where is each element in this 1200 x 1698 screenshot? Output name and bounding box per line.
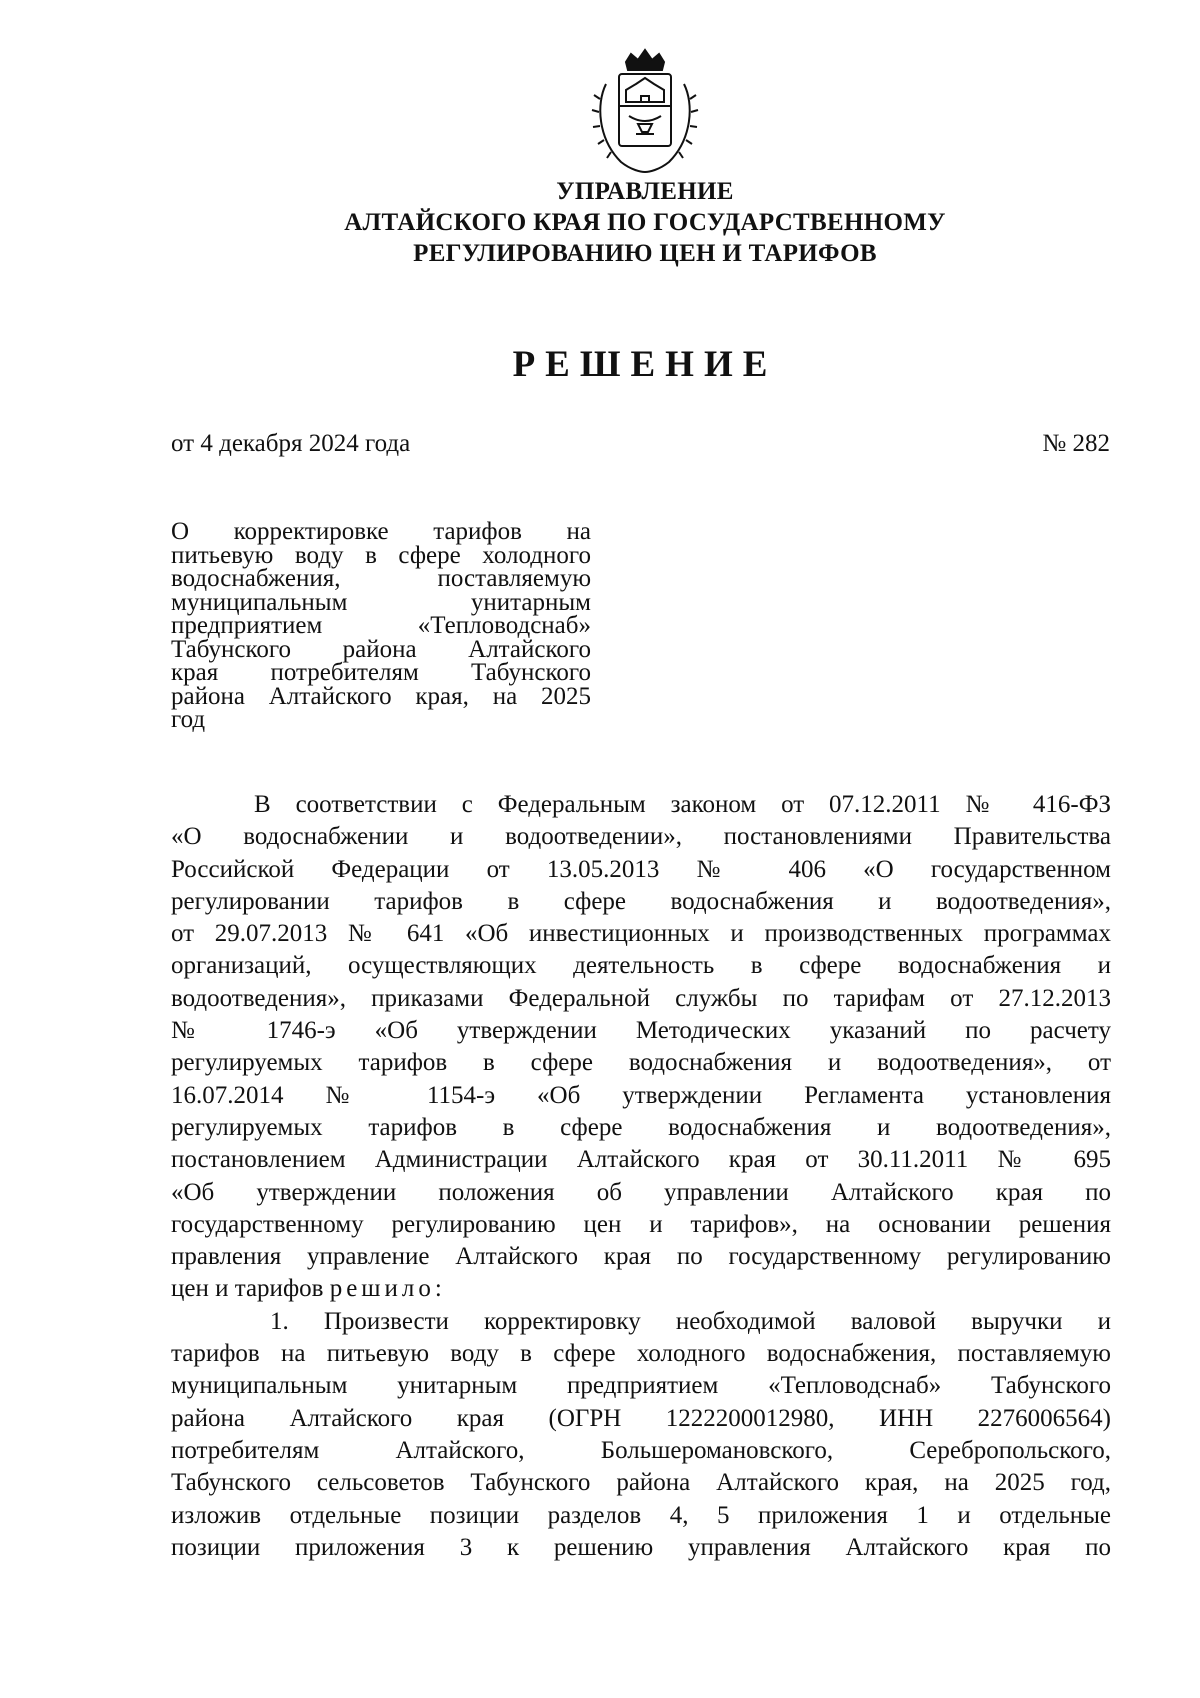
body-line: от 29.07.2013 № 641 «Об инвестиционных и производственных программах: [171, 920, 1111, 948]
body-line: 16.07.2014 № 1154-э «Об утверждении Регламента установления: [171, 1081, 1111, 1109]
subject-line: питьевую воду в сфере холодного: [171, 541, 591, 569]
authority-line-3: РЕГУЛИРОВАНИЮ ЦЕН И ТАРИФОВ: [413, 240, 877, 267]
subject-line: предприятием «Тепловодснаб»: [171, 612, 591, 639]
subject-line: О корректировке тарифов на: [171, 518, 591, 545]
body-line: регулируемых тарифов в сфере водоснабжения и водоотведения»,: [171, 1113, 1111, 1141]
body-line: № 1746-э «Об утверждении Методических указаний по расчету: [171, 1017, 1111, 1045]
body-line: В соответствии с Федеральным законом от 07.12.2011 № 416-ФЗ: [254, 791, 1111, 818]
body-line: «О водоснабжении и водоотведении», постановлениями Правительства: [171, 823, 1111, 851]
body-line: позиции приложения 3 к решению управления Алтайского края по: [171, 1533, 1111, 1561]
altai-krai-coat-of-arms-emblem: [586, 44, 704, 176]
body-line: постановлением Администрации Алтайского края от 30.11.2011 № 695: [171, 1146, 1111, 1174]
body-line: организаций, осуществляющих деятельность в сфере водоснабжения и: [171, 952, 1111, 980]
subject-line: водоснабжения, поставляемую: [171, 565, 591, 592]
document-date: от 4 декабря 2024 года: [171, 430, 411, 457]
document-body: [171, 789, 1111, 1564]
issuing-authority-header: [200, 176, 1090, 269]
body-line: Российской Федерации от 13.05.2013 № 406 «О государственном: [171, 855, 1111, 883]
authority-line-2: АЛТАЙСКОГО КРАЯ ПО ГОСУДАРСТВЕННОМУ: [344, 209, 946, 236]
document-subject: [171, 520, 591, 732]
body-line: муниципальным унитарным предприятием «Тепловодснаб» Табунского: [171, 1372, 1111, 1400]
document-number: № 282: [1042, 430, 1110, 457]
body-line: правления управление Алтайского края по государственному регулированию: [171, 1243, 1111, 1271]
subject-line: муниципальным унитарным: [171, 588, 591, 616]
body-line: Табунского сельсоветов Табунского района Алтайского края, на 2025 год,: [171, 1469, 1111, 1497]
body-line: «Об утверждении положения об управлении Алтайского края по: [171, 1178, 1111, 1206]
body-line-resolution: [171, 1273, 1111, 1305]
body-line: регулировании тарифов в сфере водоснабжения и водоотведения»,: [171, 887, 1111, 915]
body-line: 1. Произвести корректировку необходимой валовой выручки и: [270, 1307, 1111, 1335]
body-line: района Алтайского края (ОГРН 1222200012980, ИНН 2276006564): [171, 1404, 1111, 1432]
subject-line: района Алтайского края, на 2025: [171, 682, 591, 710]
subject-line: Табунского района Алтайского: [171, 635, 591, 663]
document-title: РЕШЕНИЕ: [512, 344, 778, 385]
body-line: тарифов на питьевую воду в сфере холодного водоснабжения, поставляемую: [171, 1340, 1111, 1368]
subject-line: год: [171, 706, 206, 733]
body-line-text: цен и тарифов: [171, 1275, 324, 1303]
body-line: водоотведения», приказами Федеральной службы по тарифам от 27.12.2013: [171, 984, 1111, 1012]
body-line: регулируемых тарифов в сфере водоснабжения и водоотведения», от: [171, 1049, 1111, 1077]
subject-line: края потребителям Табунского: [171, 659, 591, 686]
body-line: изложив отдельные позиции разделов 4, 5 приложения 1 и отдельные: [171, 1501, 1111, 1529]
resolution-word: решило:: [329, 1275, 446, 1303]
body-line: государственному регулированию цен и тарифов», на основании решения: [171, 1210, 1111, 1238]
body-line: потребителям Алтайского, Большеромановского, Серебропольского,: [171, 1436, 1111, 1464]
authority-line-1: УПРАВЛЕНИЕ: [556, 178, 734, 205]
